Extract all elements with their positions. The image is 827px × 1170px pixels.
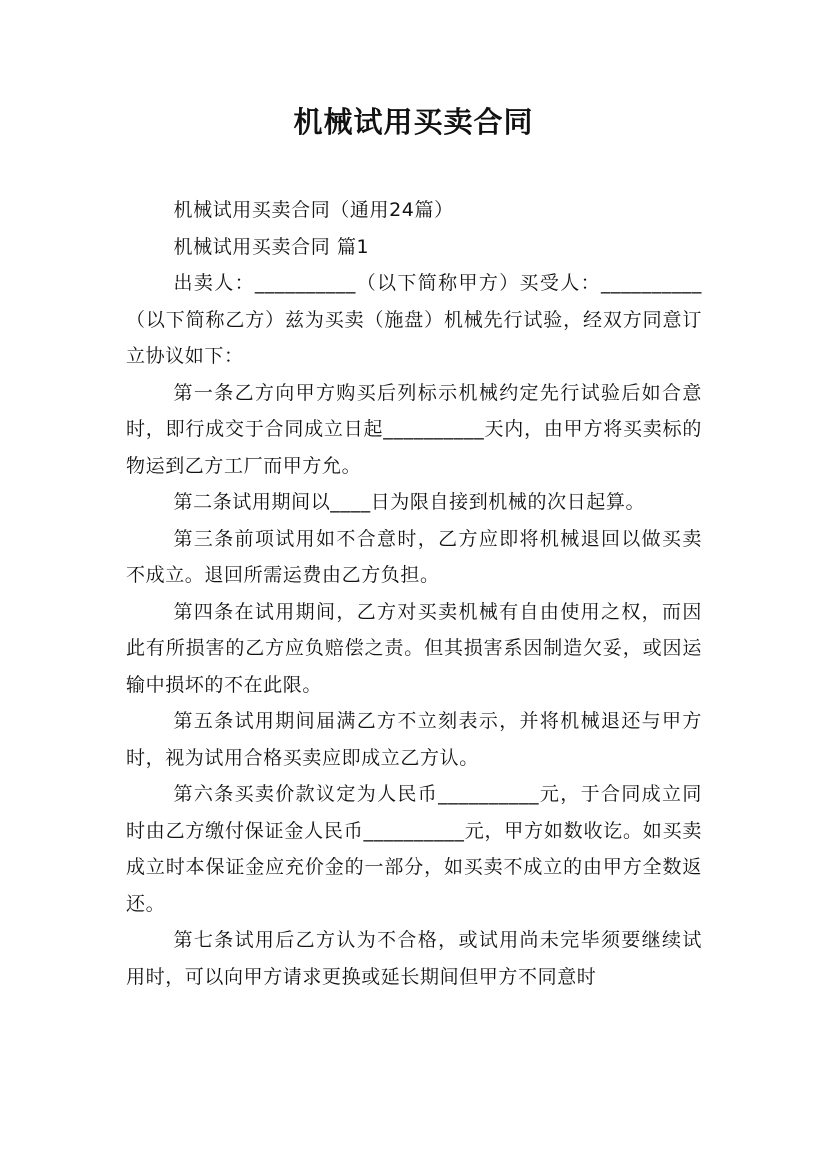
paragraph-parties: 出卖人：__________（以下简称甲方）买受人：__________（以下简称乙方）兹为买卖（施盘）机械先行试验，经双方同意订立协议如下： <box>126 272 702 367</box>
paragraph-section-heading: 机械试用买卖合同 篇1 <box>173 235 370 258</box>
paragraph-article-2: 第二条试用期间以____日为限自接到机械的次日起算。 <box>173 491 646 513</box>
paragraph-article-7: 第七条试用后乙方认为不合格，或试用尚未完毕须要继续试用时，可以向甲方请求更换或延长期间但甲方不同意时 <box>126 929 702 988</box>
paragraph-article-1: 第一条乙方向甲方购买后列标示机械约定先行试验后如合意时，即行成交于合同成立日起__________天内，由甲方将买卖标的物运到乙方工厂而甲方允。 <box>126 381 702 477</box>
document-body <box>126 192 702 995</box>
paragraph-article-6: 第六条买卖价款议定为人民币__________元，于合同成立同时由乙方缴付保证金人民币__________元，甲方如数收讫。如买卖成立时本保证金应充价金的一部分，如买卖不成立的由甲方全数返还。 <box>126 783 702 915</box>
paragraph-article-3: 第三条前项试用如不合意时，乙方应即将机械退回以做买卖不成立。退回所需运费由乙方负担。 <box>126 527 702 586</box>
paragraph-subtitle: 机械试用买卖合同（通用24篇） <box>173 199 454 221</box>
document-title: 机械试用买卖合同 <box>293 105 534 139</box>
paragraph-article-5: 第五条试用期间届满乙方不立刻表示，并将机械退还与甲方时，视为试用合格买卖应即成立乙方认。 <box>126 710 702 769</box>
paragraph-article-4: 第四条在试用期间，乙方对买卖机械有自由使用之权，而因此有所损害的乙方应负赔偿之责。但其损害系因制造欠妥，或因运输中损坏的不在此限。 <box>126 600 702 696</box>
